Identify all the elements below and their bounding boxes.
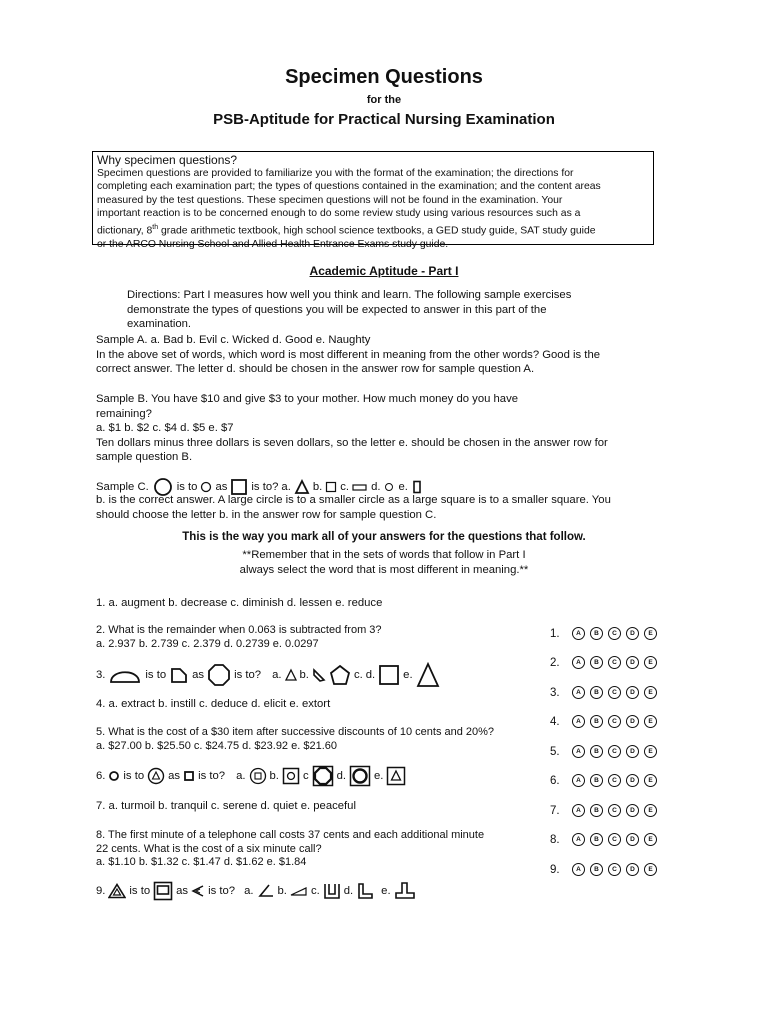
question-2: 2. What is the remainder when 0.063 is subtracted from 3? a. 2.937 b. 2.739 c. 2.379 d. 0.2739 e. 0.0297: [96, 624, 382, 650]
intro-line: or the ARCO Nursing School and Allied Health Entrance Exams study guide.: [97, 238, 449, 250]
answer-bubble-b[interactable]: B: [590, 686, 603, 699]
answer-bubble-b[interactable]: B: [590, 745, 603, 758]
answer-bubble-d[interactable]: D: [626, 804, 639, 817]
sample-c-explanation: b. is the correct answer. A large circle is to a smaller circle as a large square is to a smaller square. You should choose the letter b. in the answer row for sample question C.: [96, 494, 611, 521]
answer-bubble-a[interactable]: A: [572, 804, 585, 817]
answer-bubble-e[interactable]: E: [644, 627, 657, 640]
answer-bubble-b[interactable]: B: [590, 774, 603, 787]
pentagon-icon: [329, 664, 351, 686]
answer-row-4: 4. A B C D E: [550, 715, 662, 728]
answer-bubble-c[interactable]: C: [608, 627, 621, 640]
answer-bubble-b[interactable]: B: [590, 804, 603, 817]
answer-bubble-c[interactable]: C: [608, 774, 621, 787]
small-circle-icon: [383, 481, 395, 493]
inverted-t-shape-icon: [394, 881, 416, 901]
directions: Directions: Part I measures how well you think and learn. The following sample exercises demonstrate the types of questions you will be expected to answer in this part of the examination.: [127, 289, 572, 331]
intro-line: completing each examination part; the types of questions contained in the examination; and the content areas: [97, 181, 601, 193]
answer-row-9: 9. A B C D E: [550, 863, 662, 876]
answer-bubble-d[interactable]: D: [626, 833, 639, 846]
answer-bubble-e[interactable]: E: [644, 656, 657, 669]
answer-bubble-e[interactable]: E: [644, 774, 657, 787]
answer-bubble-e[interactable]: E: [644, 804, 657, 817]
answer-bubble-c[interactable]: C: [608, 715, 621, 728]
sample-c-figure: Sample C. is to as is to? a. b. c. d. e.: [96, 477, 423, 497]
small-triangle-icon: [285, 668, 297, 682]
answer-bubble-b[interactable]: B: [590, 627, 603, 640]
square-with-octagon-icon: [312, 765, 334, 787]
answer-row-3: 3. A B C D E: [550, 686, 662, 699]
slanted-shape-icon: [312, 667, 326, 683]
answer-bubble-e[interactable]: E: [644, 833, 657, 846]
arch-shape-icon: [108, 665, 142, 685]
answer-bubble-e[interactable]: E: [644, 715, 657, 728]
answer-bubble-d[interactable]: D: [626, 686, 639, 699]
sample-a: Sample A. a. Bad b. Evil c. Wicked d. Good e. Naughty In the above set of words, which word is most different in meaning from the other words? Good is the correct answer. The letter d. should be chosen in the answer row for sample question A.: [96, 334, 601, 376]
intro-line: important reaction is to be concerned enough to do some review study using various resources such as a: [97, 208, 581, 220]
small-circle-icon: [200, 481, 212, 493]
intro-line: measured by the test questions. These specimen questions will not be found in the examination. Your: [97, 194, 563, 206]
answer-bubble-a[interactable]: A: [572, 627, 585, 640]
answer-row-5: 5. A B C D E: [550, 745, 662, 758]
angle-shape-icon: [191, 884, 205, 898]
small-square-icon: [183, 770, 195, 782]
answer-bubble-a[interactable]: A: [572, 745, 585, 758]
answer-bubble-a[interactable]: A: [572, 686, 585, 699]
u-shape-icon: [323, 882, 341, 900]
answer-bubble-c[interactable]: C: [608, 686, 621, 699]
tall-triangle-icon: [416, 662, 440, 688]
square-with-rectangle-icon: [153, 881, 173, 901]
answer-bubble-a[interactable]: A: [572, 863, 585, 876]
intro-line-dictionary: dictionary, 8th grade arithmetic textbook, high school science textbooks, a GED study guide, SAT study guide: [97, 223, 596, 237]
question-9: 9. is to as is to? a. b. c. d. e.: [96, 881, 416, 901]
cut-square-icon: [169, 666, 189, 684]
answer-bubble-d[interactable]: D: [626, 656, 639, 669]
answer-bubble-e[interactable]: E: [644, 745, 657, 758]
sample-b: Sample B. You have $10 and give $3 to your mother. How much money do you have remaining? a. $1 b. $2 c. $4 d. $5 e. $7 Ten dollars minus three dollars is seven dollars, so the letter e. should be chosen in the answer row for sample question B.: [96, 393, 608, 464]
section-title: Academic Aptitude - Part I: [309, 264, 459, 278]
flat-wedge-icon: [290, 885, 308, 897]
answer-bubble-b[interactable]: B: [590, 656, 603, 669]
instruction-bold: This is the way you mark all of your answers for the questions that follow.: [182, 531, 586, 543]
page-title: Specimen Questions: [285, 66, 483, 88]
answer-bubble-d[interactable]: D: [626, 627, 639, 640]
small-square-icon: [325, 481, 337, 493]
square-with-triangle-icon: [386, 766, 406, 786]
square-with-circle-icon: [282, 767, 300, 785]
square-icon: [378, 664, 400, 686]
answer-row-1: 1. A B C D E: [550, 627, 662, 640]
circle-with-square-icon: [249, 767, 267, 785]
answer-row-7: 7. A B C D E: [550, 804, 662, 817]
intro-line: Specimen questions are provided to familiarize you with the format of the examination; the directions for: [97, 168, 574, 179]
answer-row-6: 6. A B C D E: [550, 774, 662, 787]
octagon-icon: [207, 663, 231, 687]
answer-row-8: 8. A B C D E: [550, 833, 662, 846]
question-7: 7. a. turmoil b. tranquil c. serene d. quiet e. peaceful: [96, 800, 356, 812]
answer-bubble-b[interactable]: B: [590, 715, 603, 728]
answer-bubble-c[interactable]: C: [608, 863, 621, 876]
intro-heading: Why specimen questions?: [97, 153, 238, 167]
answer-bubble-d[interactable]: D: [626, 774, 639, 787]
answer-bubble-c[interactable]: C: [608, 804, 621, 817]
intro-box: [92, 151, 654, 250]
answer-bubble-d[interactable]: D: [626, 715, 639, 728]
answer-bubble-c[interactable]: C: [608, 656, 621, 669]
question-1: 1. a. augment b. decrease c. diminish d. lessen e. reduce: [96, 597, 383, 609]
l-shape-icon: [356, 882, 374, 900]
subtitle-for-the: for the: [366, 94, 402, 106]
exam-title: PSB-Aptitude for Practical Nursing Examination: [213, 111, 555, 128]
question-5: 5. What is the cost of a $30 item after successive discounts of 10 cents and 20%? a. $27.00 b. $25.50 c. $24.75 d. $23.92 e. $21.60: [96, 726, 495, 752]
answer-bubble-d[interactable]: D: [626, 745, 639, 758]
square-with-circle-icon: [349, 765, 371, 787]
question-3: 3. is to as is to? a. b. c. d. e.: [96, 662, 440, 688]
reminder: **Remember that in the sets of words that follow in Part I always select the word that is most different in meaning.**: [239, 549, 529, 576]
slanted-angle-icon: [257, 883, 275, 899]
answer-bubble-e[interactable]: E: [644, 686, 657, 699]
answer-bubble-d[interactable]: D: [626, 863, 639, 876]
answer-bubble-a[interactable]: A: [572, 774, 585, 787]
question-6: 6. is to as is to? a. b. c d. e.: [96, 765, 406, 787]
answer-bubble-a[interactable]: A: [572, 715, 585, 728]
answer-bubble-a[interactable]: A: [572, 656, 585, 669]
answer-bubble-e[interactable]: E: [644, 863, 657, 876]
answer-bubble-b[interactable]: B: [590, 833, 603, 846]
answer-bubble-b[interactable]: B: [590, 863, 603, 876]
small-circle-icon: [108, 770, 120, 782]
circle-with-triangle-icon: [147, 767, 165, 785]
question-8: 8. The first minute of a telephone call costs 37 cents and each additional minute 22 cents. What is the cost of a six minute call? a. $1.10 b. $1.32 c. $1.47 d. $1.62 e. $1.84: [96, 829, 485, 868]
triangle-with-triangle-icon: [108, 883, 126, 899]
answer-bubble-c[interactable]: C: [608, 745, 621, 758]
answer-bubble-a[interactable]: A: [572, 833, 585, 846]
flat-rectangle-icon: [352, 482, 368, 492]
answer-row-2: 2. A B C D E: [550, 656, 662, 669]
tall-rectangle-icon: [411, 480, 423, 494]
answer-bubble-c[interactable]: C: [608, 833, 621, 846]
question-4: 4. a. extract b. instill c. deduce d. elicit e. extort: [96, 698, 331, 710]
